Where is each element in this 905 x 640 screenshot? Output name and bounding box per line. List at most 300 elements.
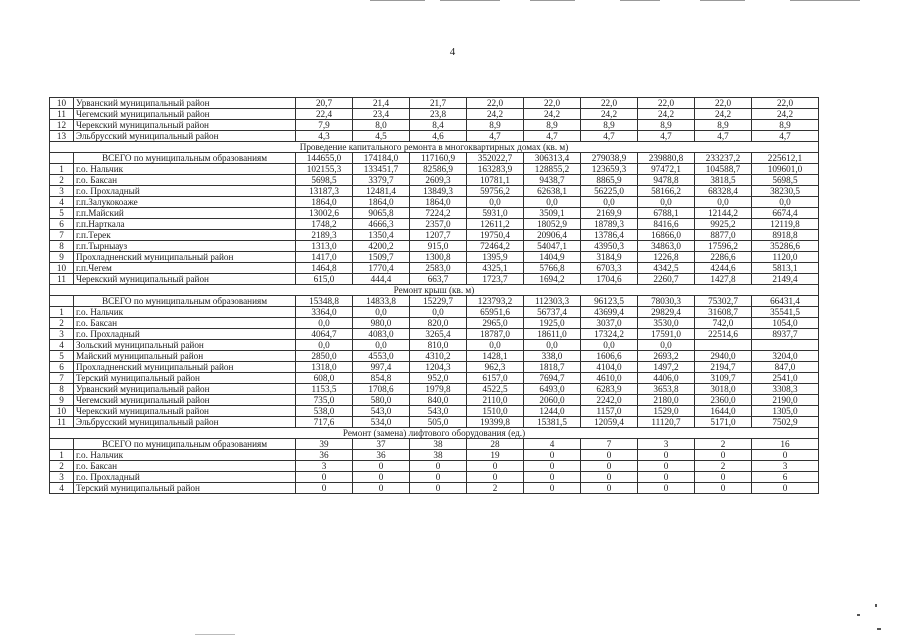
municipality-name: Зольский муниципальный район (74, 340, 296, 351)
table-row (50, 274, 819, 285)
value-cell: 36 (353, 450, 410, 461)
value-cell: 2940,0 (695, 351, 752, 362)
value-cell: 1748,2 (296, 219, 353, 230)
municipality-name: ВСЕГО по муниципальным образованиям (74, 439, 296, 450)
row-number: 6 (50, 362, 74, 373)
value-cell: 1204,3 (410, 362, 467, 373)
value-cell: 17596,2 (695, 241, 752, 252)
value-cell: 22,4 (296, 109, 353, 120)
top-edge-lines (370, 0, 870, 2)
value-cell: 1395,9 (467, 252, 524, 263)
value-cell: 0,0 (524, 340, 581, 351)
row-number: 8 (50, 384, 74, 395)
value-cell: 0 (581, 461, 638, 472)
value-cell: 6157,0 (467, 373, 524, 384)
value-cell: 96123,5 (581, 296, 638, 307)
value-cell: 43699,4 (581, 307, 638, 318)
value-cell: 3 (752, 461, 819, 472)
value-cell: 5931,0 (467, 208, 524, 219)
total-row (50, 439, 819, 450)
value-cell: 18052,9 (524, 219, 581, 230)
value-cell: 1153,5 (296, 384, 353, 395)
value-cell: 0 (695, 483, 752, 494)
value-cell: 56737,4 (524, 307, 581, 318)
value-cell: 338,0 (524, 351, 581, 362)
value-cell: 3308,3 (752, 384, 819, 395)
value-cell: 0 (752, 483, 819, 494)
value-cell: 2189,3 (296, 230, 353, 241)
value-cell: 0,0 (695, 197, 752, 208)
total-row (50, 296, 819, 307)
value-cell (752, 340, 819, 351)
row-number: 4 (50, 197, 74, 208)
value-cell: 8,4 (410, 120, 467, 131)
value-cell: 18787,0 (467, 329, 524, 340)
row-number: 2 (50, 461, 74, 472)
value-cell: 22,0 (581, 98, 638, 109)
value-cell: 5766,8 (524, 263, 581, 274)
value-cell: 0,0 (353, 307, 410, 318)
bottom-edge-line (195, 634, 235, 635)
value-cell: 1694,2 (524, 274, 581, 285)
value-cell: 8937,7 (752, 329, 819, 340)
table-row (50, 406, 819, 417)
value-cell: 1606,6 (581, 351, 638, 362)
value-cell: 0,0 (467, 197, 524, 208)
value-cell: 34863,0 (638, 241, 695, 252)
value-cell: 962,3 (467, 362, 524, 373)
value-cell: 28 (467, 439, 524, 450)
section-title: Ремонт крыш (кв. м) (50, 285, 819, 296)
value-cell: 6788,1 (638, 208, 695, 219)
value-cell: 3018,0 (695, 384, 752, 395)
municipality-name: Урванский муниципальный район (74, 384, 296, 395)
value-cell: 2693,2 (638, 351, 695, 362)
value-cell: 75302,7 (695, 296, 752, 307)
data-table (49, 97, 819, 494)
row-number: 3 (50, 472, 74, 483)
municipality-name: г.о. Баксан (74, 318, 296, 329)
total-row (50, 153, 819, 164)
value-cell: 16866,0 (638, 230, 695, 241)
value-cell: 8,9 (581, 120, 638, 131)
row-number: 3 (50, 186, 74, 197)
value-cell: 1704,6 (581, 274, 638, 285)
value-cell: 2169,9 (581, 208, 638, 219)
row-number: 1 (50, 450, 74, 461)
section-header (50, 285, 819, 296)
value-cell: 19399,8 (467, 417, 524, 428)
value-cell: 4064,7 (296, 329, 353, 340)
value-cell: 4,7 (581, 131, 638, 142)
value-cell: 19750,4 (467, 230, 524, 241)
value-cell: 17591,0 (638, 329, 695, 340)
value-cell: 0 (353, 483, 410, 494)
value-cell: 112303,3 (524, 296, 581, 307)
value-cell: 8,9 (524, 120, 581, 131)
section-title: Ремонт (замена) лифтового оборудования (ед.) (50, 428, 819, 439)
section-title: Проведение капитального ремонта в многоквартирных домах (кв. м) (50, 142, 819, 153)
value-cell: 742,0 (695, 318, 752, 329)
table-row (50, 417, 819, 428)
value-cell: 3204,0 (752, 351, 819, 362)
value-cell: 8,9 (695, 120, 752, 131)
value-cell: 4,3 (296, 131, 353, 142)
value-cell: 4310,2 (410, 351, 467, 362)
value-cell: 0 (467, 461, 524, 472)
value-cell: 0 (581, 472, 638, 483)
row-number: 11 (50, 274, 74, 285)
value-cell: 0,0 (296, 340, 353, 351)
value-cell: 3265,4 (410, 329, 467, 340)
value-cell: 12119,8 (752, 219, 819, 230)
value-cell: 20,7 (296, 98, 353, 109)
municipality-name: г.о. Прохладный (74, 186, 296, 197)
value-cell: 1864,0 (353, 197, 410, 208)
value-cell: 3109,7 (695, 373, 752, 384)
value-cell: 0,0 (353, 340, 410, 351)
value-cell: 8,9 (752, 120, 819, 131)
value-cell: 8918,8 (752, 230, 819, 241)
value-cell: 1300,8 (410, 252, 467, 263)
row-number: 6 (50, 219, 74, 230)
value-cell: 109601,0 (752, 164, 819, 175)
value-cell: 15381,5 (524, 417, 581, 428)
value-cell: 1770,4 (353, 263, 410, 274)
value-cell: 10781,1 (467, 175, 524, 186)
value-cell: 0 (638, 450, 695, 461)
value-cell: 1925,0 (524, 318, 581, 329)
value-cell: 0,0 (752, 197, 819, 208)
value-cell: 4,6 (410, 131, 467, 142)
value-cell: 3509,1 (524, 208, 581, 219)
value-cell: 4200,2 (353, 241, 410, 252)
value-cell: 13187,3 (296, 186, 353, 197)
value-cell: 117160,9 (410, 153, 467, 164)
row-number: 11 (50, 109, 74, 120)
value-cell: 0 (410, 483, 467, 494)
row-number: 10 (50, 406, 74, 417)
value-cell: 0 (353, 472, 410, 483)
value-cell: 1427,8 (695, 274, 752, 285)
value-cell: 8865,9 (581, 175, 638, 186)
row-number (50, 296, 74, 307)
table-row (50, 351, 819, 362)
value-cell: 2180,0 (638, 395, 695, 406)
value-cell: 22,0 (752, 98, 819, 109)
value-cell: 2 (467, 483, 524, 494)
value-cell: 58166,2 (638, 186, 695, 197)
municipality-name: г.о. Баксан (74, 461, 296, 472)
value-cell: 2850,0 (296, 351, 353, 362)
table-row (50, 373, 819, 384)
value-cell: 163283,9 (467, 164, 524, 175)
value-cell: 3184,9 (581, 252, 638, 263)
value-cell: 123659,3 (581, 164, 638, 175)
row-number: 12 (50, 120, 74, 131)
municipality-name: Прохладненский муниципальный район (74, 362, 296, 373)
value-cell: 0 (695, 450, 752, 461)
value-cell: 123793,2 (467, 296, 524, 307)
value-cell: 1244,0 (524, 406, 581, 417)
value-cell: 7 (581, 439, 638, 450)
value-cell: 133451,7 (353, 164, 410, 175)
value-cell: 97472,1 (638, 164, 695, 175)
row-number: 9 (50, 252, 74, 263)
value-cell: 43950,3 (581, 241, 638, 252)
value-cell: 538,0 (296, 406, 353, 417)
value-cell: 1464,8 (296, 263, 353, 274)
value-cell: 2194,7 (695, 362, 752, 373)
value-cell: 1497,2 (638, 362, 695, 373)
municipality-name: г.п.Тырныауз (74, 241, 296, 252)
value-cell: 4553,0 (353, 351, 410, 362)
municipality-name: г.п.Чегем (74, 263, 296, 274)
value-cell: 6493,0 (524, 384, 581, 395)
value-cell: 8877,0 (695, 230, 752, 241)
value-cell: 2357,0 (410, 219, 467, 230)
value-cell: 14833,8 (353, 296, 410, 307)
table-row (50, 483, 819, 494)
value-cell: 1428,1 (467, 351, 524, 362)
municipality-name: г.п.Майский (74, 208, 296, 219)
municipality-name: Чегемский муниципальный район (74, 395, 296, 406)
value-cell: 36 (296, 450, 353, 461)
value-cell: 615,0 (296, 274, 353, 285)
value-cell: 1313,0 (296, 241, 353, 252)
row-number: 3 (50, 329, 74, 340)
value-cell: 8,9 (467, 120, 524, 131)
value-cell: 505,0 (410, 417, 467, 428)
table-row (50, 318, 819, 329)
value-cell: 78030,3 (638, 296, 695, 307)
value-cell: 0 (524, 450, 581, 461)
table-row (50, 219, 819, 230)
value-cell: 915,0 (410, 241, 467, 252)
value-cell: 38 (410, 450, 467, 461)
value-cell: 2541,0 (752, 373, 819, 384)
row-number: 4 (50, 483, 74, 494)
value-cell: 5698,5 (752, 175, 819, 186)
value-cell: 3364,0 (296, 307, 353, 318)
value-cell: 19 (467, 450, 524, 461)
value-cell: 0 (524, 461, 581, 472)
value-cell: 15229,7 (410, 296, 467, 307)
value-cell: 66431,4 (752, 296, 819, 307)
municipality-name: г.п.Терек (74, 230, 296, 241)
value-cell: 16 (752, 439, 819, 450)
table-row (50, 98, 819, 109)
value-cell: 22,0 (638, 98, 695, 109)
row-number (50, 153, 74, 164)
row-number: 5 (50, 208, 74, 219)
value-cell: 4342,5 (638, 263, 695, 274)
value-cell: 21,7 (410, 98, 467, 109)
value-cell: 31608,7 (695, 307, 752, 318)
value-cell: 0 (467, 472, 524, 483)
value-cell: 1157,0 (581, 406, 638, 417)
value-cell: 174184,0 (353, 153, 410, 164)
value-cell: 233237,2 (695, 153, 752, 164)
value-cell: 1350,4 (353, 230, 410, 241)
value-cell: 5813,1 (752, 263, 819, 274)
value-cell: 735,0 (296, 395, 353, 406)
row-number (50, 439, 74, 450)
table-row (50, 164, 819, 175)
value-cell: 1979,8 (410, 384, 467, 395)
value-cell: 352022,7 (467, 153, 524, 164)
value-cell: 980,0 (353, 318, 410, 329)
value-cell: 2242,0 (581, 395, 638, 406)
value-cell: 4406,0 (638, 373, 695, 384)
row-number: 1 (50, 307, 74, 318)
value-cell: 1509,7 (353, 252, 410, 263)
municipality-name: Черекский муниципальный район (74, 274, 296, 285)
value-cell: 1864,0 (296, 197, 353, 208)
value-cell: 4244,6 (695, 263, 752, 274)
table-row (50, 230, 819, 241)
value-cell: 3 (638, 439, 695, 450)
value-cell: 35541,5 (752, 307, 819, 318)
table-row (50, 472, 819, 483)
table-row (50, 175, 819, 186)
value-cell: 24,2 (467, 109, 524, 120)
value-cell: 1864,0 (410, 197, 467, 208)
value-cell: 128855,2 (524, 164, 581, 175)
value-cell: 0 (638, 483, 695, 494)
value-cell: 2360,0 (695, 395, 752, 406)
value-cell: 0 (410, 472, 467, 483)
table-row (50, 109, 819, 120)
value-cell: 2110,0 (467, 395, 524, 406)
municipality-name: ВСЕГО по муниципальным образованиям (74, 153, 296, 164)
value-cell: 580,0 (353, 395, 410, 406)
value-cell: 0 (524, 472, 581, 483)
row-number: 4 (50, 340, 74, 351)
value-cell: 3818,5 (695, 175, 752, 186)
value-cell: 0 (296, 483, 353, 494)
section-header (50, 428, 819, 439)
value-cell: 4,5 (353, 131, 410, 142)
table-row (50, 340, 819, 351)
table-row (50, 208, 819, 219)
value-cell: 24,2 (524, 109, 581, 120)
table-row (50, 131, 819, 142)
value-cell: 1226,8 (638, 252, 695, 263)
value-cell: 4666,3 (353, 219, 410, 230)
section-header (50, 142, 819, 153)
value-cell: 62638,1 (524, 186, 581, 197)
row-number: 11 (50, 417, 74, 428)
row-number: 1 (50, 164, 74, 175)
value-cell: 1417,0 (296, 252, 353, 263)
value-cell: 18611,0 (524, 329, 581, 340)
value-cell: 4610,0 (581, 373, 638, 384)
value-cell: 7502,9 (752, 417, 819, 428)
value-cell: 35286,6 (752, 241, 819, 252)
table-row (50, 395, 819, 406)
municipality-name: ВСЕГО по муниципальным образованиям (74, 296, 296, 307)
value-cell: 0 (581, 450, 638, 461)
value-cell: 0 (410, 461, 467, 472)
value-cell: 9478,8 (638, 175, 695, 186)
value-cell: 3379,7 (353, 175, 410, 186)
value-cell: 12481,4 (353, 186, 410, 197)
value-cell: 1404,9 (524, 252, 581, 263)
table-row (50, 461, 819, 472)
value-cell: 0 (638, 461, 695, 472)
row-number: 2 (50, 318, 74, 329)
value-cell: 2583,0 (410, 263, 467, 274)
value-cell: 1723,7 (467, 274, 524, 285)
value-cell: 3530,0 (638, 318, 695, 329)
value-cell: 22,0 (695, 98, 752, 109)
value-cell: 22,0 (524, 98, 581, 109)
value-cell: 29829,4 (638, 307, 695, 318)
value-cell: 279038,9 (581, 153, 638, 164)
value-cell: 3653,8 (638, 384, 695, 395)
municipality-name: г.о. Баксан (74, 175, 296, 186)
value-cell: 4,7 (467, 131, 524, 142)
value-cell: 12611,2 (467, 219, 524, 230)
value-cell: 15348,8 (296, 296, 353, 307)
value-cell: 23,8 (410, 109, 467, 120)
value-cell: 1644,0 (695, 406, 752, 417)
value-cell: 0,0 (296, 318, 353, 329)
value-cell: 1318,0 (296, 362, 353, 373)
value-cell: 17324,2 (581, 329, 638, 340)
value-cell: 4 (524, 439, 581, 450)
municipality-name: Черекский муниципальный район (74, 120, 296, 131)
value-cell: 24,2 (752, 109, 819, 120)
table-row (50, 450, 819, 461)
table-row (50, 263, 819, 274)
municipality-name: Черекский муниципальный район (74, 406, 296, 417)
row-number: 7 (50, 230, 74, 241)
municipality-name: г.п.Залукокоаже (74, 197, 296, 208)
value-cell: 5171,0 (695, 417, 752, 428)
value-cell: 854,8 (353, 373, 410, 384)
value-cell: 59756,2 (467, 186, 524, 197)
value-cell: 7224,2 (410, 208, 467, 219)
value-cell: 543,0 (410, 406, 467, 417)
value-cell: 810,0 (410, 340, 467, 351)
municipality-name: Прохладненский муниципальный район (74, 252, 296, 263)
value-cell: 37 (353, 439, 410, 450)
value-cell: 1120,0 (752, 252, 819, 263)
value-cell: 3037,0 (581, 318, 638, 329)
value-cell: 3 (296, 461, 353, 472)
scan-marks (857, 600, 887, 630)
municipality-name: Терский муниципальный район (74, 373, 296, 384)
value-cell: 2286,6 (695, 252, 752, 263)
value-cell: 9925,2 (695, 219, 752, 230)
value-cell: 0,0 (638, 340, 695, 351)
value-cell: 2609,3 (410, 175, 467, 186)
value-cell: 543,0 (353, 406, 410, 417)
value-cell: 4,7 (752, 131, 819, 142)
row-number: 10 (50, 263, 74, 274)
value-cell: 65951,6 (467, 307, 524, 318)
value-cell: 22514,6 (695, 329, 752, 340)
value-cell: 13849,3 (410, 186, 467, 197)
municipality-name: Урванский муниципальный район (74, 98, 296, 109)
municipality-name: г.о. Нальчик (74, 164, 296, 175)
table-row (50, 241, 819, 252)
value-cell: 8,9 (638, 120, 695, 131)
value-cell: 4325,1 (467, 263, 524, 274)
value-cell: 997,4 (353, 362, 410, 373)
